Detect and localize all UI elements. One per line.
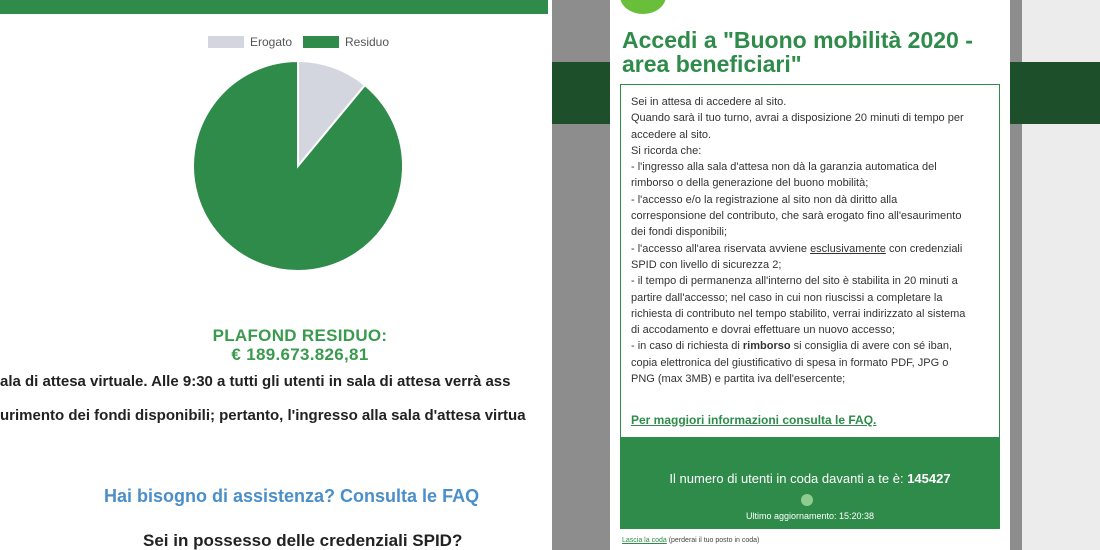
leave-queue-row: [622, 537, 759, 544]
background-header-band-right: [1022, 62, 1100, 124]
message-text: - in caso di richiesta di: [631, 340, 743, 353]
message-line: PNG (max 3MB) e partita iva dell'esercente;: [631, 373, 846, 386]
info-text-line-1: ala di attesa virtuale. Alle 9:30 a tutti gli utenti in sala di attesa verrà ass: [0, 373, 511, 390]
waiting-room-modal: [610, 0, 1010, 550]
plafond-block: [0, 326, 552, 364]
message-line: di accodamento e dovrai effettuare un nuovo accesso;: [631, 324, 895, 337]
message-text: si consiglia di avere con sé iban,: [790, 340, 953, 353]
message-line-exclusively: [631, 241, 989, 257]
progress-dot-icon: [801, 494, 813, 506]
modal-title: Accedi a "Buono mobilità 2020 - area beneficiari": [622, 27, 973, 77]
queue-label: Il numero di utenti in coda davanti a te è:: [669, 471, 908, 486]
spid-question: Sei in possesso delle credenziali SPID?: [143, 531, 463, 550]
message-line-rimborso: [631, 338, 989, 354]
legend-swatch-residuo: [303, 36, 339, 48]
legend-label-residuo: Residuo: [345, 35, 390, 49]
legend-label-erogato: Erogato: [250, 35, 293, 49]
message-line: - l'ingresso alla sala d'attesa non dà la garanzia automatica del: [631, 161, 937, 174]
queue-status-box: [620, 437, 1000, 529]
message-line: richiesta di contributo nel tempo stabilito, verrai indirizzato al sistema: [631, 307, 966, 320]
legend-item-erogato[interactable]: [208, 35, 292, 49]
plafond-title: PLAFOND RESIDUO:: [212, 326, 388, 345]
logo-icon: [620, 0, 666, 14]
bold-text: rimborso: [742, 340, 791, 353]
help-faq-link[interactable]: Hai bisogno di assistenza? Consulta le FAQ: [104, 486, 480, 506]
waiting-room-page: [552, 0, 1100, 550]
message-line: - l'accesso e/o la registrazione al sito non dà diritto alla: [631, 193, 898, 206]
message-text: - l'accesso all'area riservata avviene: [631, 242, 811, 255]
message-line: SPID con livello di sicurezza 2;: [631, 258, 782, 271]
pie-slice-residuo[interactable]: [193, 61, 403, 271]
legend-swatch-erogato: [208, 36, 244, 48]
queue-count: 145427: [907, 471, 951, 486]
underlined-text: esclusivamente: [810, 242, 886, 255]
chart-legend: [0, 35, 552, 53]
message-line: corresponsione del contributo, che sarà erogato fino all'esaurimento: [631, 210, 962, 223]
message-line: accedere al sito.: [631, 128, 712, 141]
message-line: - il tempo di permanenza all'interno del sito è stabilita in 20 minuti a: [631, 275, 958, 288]
message-line: Quando sarà il tuo turno, avrai a disposizione 20 minuti di tempo per: [631, 112, 964, 125]
message-line: Si ricorda che:: [631, 144, 702, 157]
leave-queue-link[interactable]: Lascia la coda: [622, 537, 667, 544]
message-text: con credenziali: [885, 242, 963, 255]
info-text-line-2: urimento dei fondi disponibili; pertanto, l'ingresso alla sala d'attesa virtua: [0, 407, 526, 424]
message-line: partire dall'accesso; nel caso in cui non riuscissi a completare la: [631, 291, 943, 304]
leave-queue-note: (perderai il tuo posto in coda): [666, 537, 760, 544]
message-box: [620, 84, 1000, 438]
faq-link[interactable]: Per maggiori informazioni consulta le FAQ.: [631, 413, 877, 427]
plafond-value: € 189.673.826,81: [231, 345, 369, 364]
message-line: copia elettronica del giustificativo di spesa in formato PDF, JPG o: [631, 356, 949, 369]
pie-chart: [190, 58, 406, 274]
last-update: Ultimo aggiornamento: 15:20:38: [745, 511, 875, 521]
header-bar: [0, 0, 548, 14]
queue-text: [620, 471, 1000, 486]
message-line: rimborso o della generazione del buono mobilità;: [631, 177, 869, 190]
message-line: Sei in attesa di accedere al sito.: [631, 96, 787, 108]
message-line: dei fondi disponibili;: [631, 226, 728, 239]
legend-item-residuo[interactable]: [303, 35, 389, 49]
